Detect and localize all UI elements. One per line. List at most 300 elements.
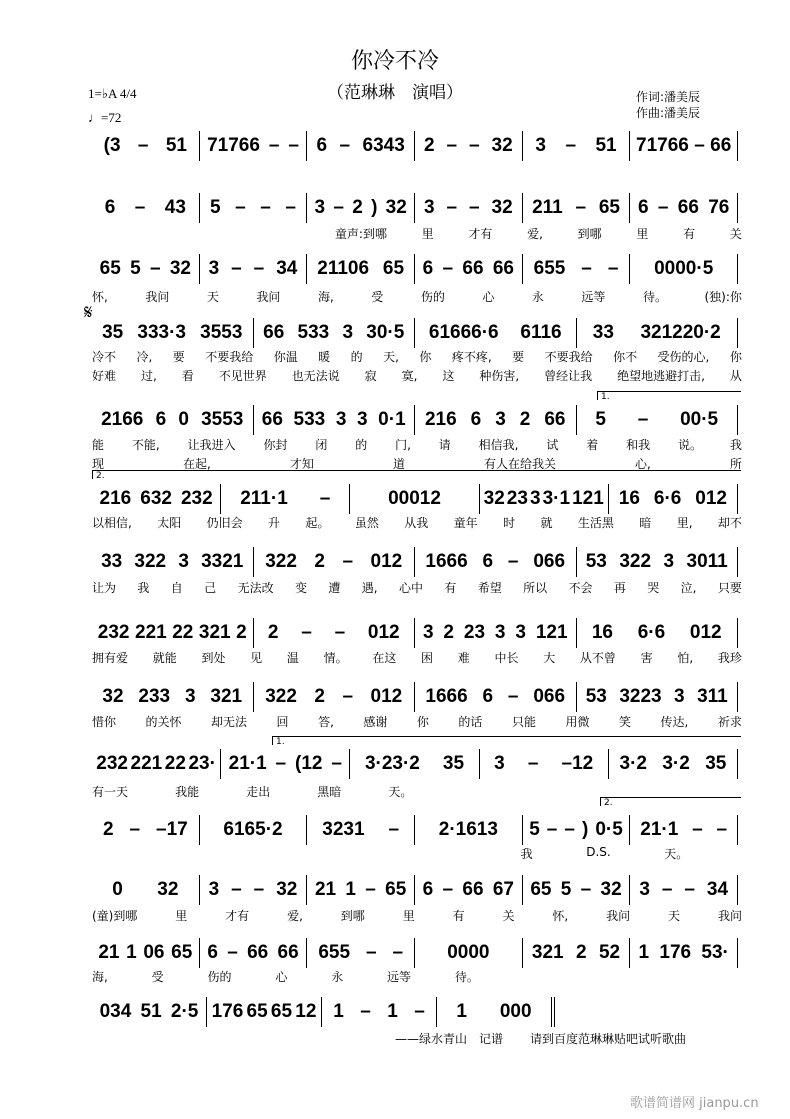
note-group: 0·5 [595,819,623,840]
note-group: 6 [638,197,649,218]
note-group: – [564,819,575,840]
lyric-word: 在这 [372,651,397,665]
note-group: 32 [385,197,407,218]
lyric-word: 受 [151,970,164,984]
note-group: 16 [591,622,613,643]
note-group: 21 [314,879,337,900]
note-group: – [334,622,346,643]
note-group: (12 [295,753,323,774]
lyric-word: 能 [92,438,105,452]
lyric-word: 有 [683,227,696,241]
lyric-word: 和我 [626,438,651,452]
note-group: 66 [462,258,484,279]
note-group: 3 [342,322,354,343]
measure [220,749,349,779]
lyric-line [92,367,742,384]
lyric-word: 要 [172,350,185,364]
measure [414,682,576,712]
lyric-word: 升 [268,516,281,530]
note-group: – [469,135,480,156]
lyric-word: 暗 [639,516,652,530]
measure [629,938,738,968]
note-group: – [137,135,149,156]
note-group: 211 [532,197,563,218]
note-group: – [507,551,519,572]
note-group: 3 [663,551,675,572]
note-group: 333·3 [137,322,186,343]
note-group: 32 [157,879,179,900]
lyric-word: 永 [531,290,544,304]
note-group: 6·6 [637,622,666,643]
lyric-line [92,649,742,666]
note-group: 3553 [200,322,243,343]
note-group: 6·6 [653,488,682,509]
lyric-word: 的话 [458,715,483,729]
lyric-word: 冷, [136,350,153,364]
note-group: 23 [463,622,486,643]
lyric-line [92,436,742,453]
note-group: 16 [618,488,640,509]
note-group: 3 [674,686,685,707]
note-group: 61666·6 [428,322,499,343]
note-group: 5 [560,879,572,900]
note-group: – [388,819,400,840]
measure [629,875,738,905]
measure [436,997,555,1027]
lyric-word: 就 [540,516,553,530]
composer: 作曲:潘美辰 [636,106,701,120]
measure [414,131,522,161]
performer: （范琳琳 演唱） [327,83,463,103]
lyric-word: 困 [421,651,434,665]
note-group: ) [581,819,589,840]
note-group: – [581,258,592,279]
note-group: 22 [172,622,194,643]
note-group: 6116 [520,322,562,343]
note-group: 012 [689,622,722,643]
lyric-word: 你温 [273,350,298,364]
transcriber-credit: ——绿水青山 记谱 [395,1032,504,1046]
note-group: 2 [314,686,325,707]
lyric-word: 无法改 [237,581,274,595]
note-group: 66 [710,135,732,156]
lyric-word: 待。 [454,970,479,984]
note-group: 3·2 [662,753,690,774]
note-group: 0 [178,409,189,430]
note-group: 5 [529,819,540,840]
note-group: 1666 [425,551,468,572]
lyric-word: 变 [294,581,307,595]
note-group: 012 [367,622,400,643]
note-group: 000 [499,1001,532,1022]
note-group: 2·5 [170,1001,199,1022]
note-group: – [392,942,404,963]
measure [522,254,630,284]
lyric-word: 不要我给 [205,350,254,364]
measure [253,405,415,435]
staff-system [92,815,738,845]
lyric-word: 海, [92,970,108,984]
note-group: – [331,753,342,774]
note-group: 00·5 [680,409,719,430]
lyric-word: 童声:到哪 [334,227,387,241]
measure [92,193,199,223]
note-group: 5 [209,197,221,218]
note-group: 65 [99,258,121,279]
measure [349,484,478,514]
measure [306,815,414,845]
volta-second-2: 2. [600,797,741,806]
lyric-word: 有人在给我关 [484,457,557,471]
note-group: 233 [138,686,171,707]
lyric-word: 疼不疼, [451,350,492,364]
lyric-word: 感谢 [363,715,388,729]
lyric-word: 仍旧会 [206,516,243,530]
note-group: 3·1 [542,488,571,509]
lyric-word: 却不 [717,516,742,530]
note-group: – [580,879,592,900]
staff-system [92,131,738,161]
lyric-word: 所 [729,457,742,471]
note-group: 321 [210,686,243,707]
note-group: 034 [99,1001,132,1022]
note-group: 121 [535,622,568,643]
lyric-word: 的 [350,350,363,364]
lyric-word: 遇, [361,581,378,595]
note-group: 32 [600,879,622,900]
lyric-word: 里 [636,227,649,241]
lyric-line [92,968,742,985]
lyric-word: 遭 [328,581,341,595]
note-group: – [319,488,331,509]
lyric-word: 寂 [364,369,377,383]
note-group: 32 [491,197,513,218]
note-group: – [507,686,519,707]
note-group: 5 [130,258,141,279]
staff-system [92,193,738,223]
measure [199,254,307,284]
note-group: 22 [164,753,186,774]
lyric-word: 不要我给 [544,350,593,364]
lyric-word: 泣, [680,581,697,595]
note-group: 3553 [201,409,244,430]
lyric-word: 心, [635,457,651,471]
lyric-word: 中长 [494,651,519,665]
segno-icon: 𝄋 [84,300,93,324]
measure [206,997,321,1027]
lyric-word: 爱, [287,909,303,923]
lyric-line [92,713,742,730]
lyric-word: 种伤害, [479,369,520,383]
note-group: 32 [102,686,124,707]
note-group: 2 [236,622,247,643]
note-group: 322 [134,551,167,572]
measure [199,875,307,905]
lyric-word: 生活黑 [577,516,614,530]
lyric-word: 让我进入 [187,438,236,452]
note-group: – [134,197,146,218]
note-group: 3 [178,551,189,572]
note-group: 655 [318,942,351,963]
lyric-word: 才知 [289,457,314,471]
note-group: 06 [143,942,165,963]
staff-system [92,682,738,712]
note-group: 176 [211,1001,244,1022]
note-group: 21·1 [228,753,267,774]
lyric-word: 说。 [677,438,702,452]
note-group: 1 [333,1001,344,1022]
note-group: – [575,197,587,218]
lyric-word: 从 [729,369,742,383]
note-group: 221 [135,622,167,643]
measure [414,618,576,648]
note-group: 6 [104,197,116,218]
note-group: 71766 [636,135,689,156]
lyric-word: 你 [729,350,742,364]
lyric-line [92,288,742,305]
lyricist: 作词:潘美辰 [636,90,701,104]
note-group: 32 [491,135,513,156]
measure [479,484,608,514]
song-title: 你冷不冷 [350,49,439,74]
lyric-line [92,907,742,924]
note-group: 53 [585,686,607,707]
note-group: 3 [184,686,196,707]
note-group: – [546,819,558,840]
note-group: 21 [98,942,120,963]
lyric-word: 用微 [565,715,590,729]
note-group: 32 [169,258,191,279]
note-group: – [333,197,344,218]
note-group: – [661,879,673,900]
note-group: 533 [293,409,326,430]
note-group: 43 [164,197,186,218]
note-group: 33 [101,551,123,572]
measure [522,131,630,161]
note-group: – [288,135,299,156]
note-group: 65 [270,1001,293,1022]
note-group: 0·1 [378,409,406,430]
note-group: 5 [595,409,606,430]
measure [253,547,415,577]
lyric-word: 里, [676,516,693,530]
lyric-word: 我问 [145,290,170,304]
note-group: 533 [297,322,330,343]
note-group: 322 [265,686,297,707]
note-group: 2 [519,409,531,430]
measure [576,682,739,712]
note-group: 1 [387,1001,398,1022]
note-group: 65 [385,879,407,900]
note-group: 2 [352,197,363,218]
note-group: 52 [598,942,621,963]
staff-system [92,618,738,648]
lyric-word: 我问 [717,909,742,923]
note-group: – [442,879,454,900]
measure [199,131,307,161]
measure [414,547,576,577]
note-group: 21·1 [640,819,679,840]
measure [629,254,738,284]
note-group: 35 [442,753,465,774]
lyric-word: 不能, [131,438,160,452]
note-group: 65 [246,1001,268,1022]
note-group: 6 [482,686,494,707]
note-group: – [446,197,458,218]
measure [608,749,738,779]
note-group: 3011 [686,551,728,572]
lyric-word: 怀, [552,909,569,923]
note-group: 66 [462,879,484,900]
lyric-line [92,579,742,596]
note-group: 30·5 [366,322,405,343]
note-group: – [285,197,296,218]
measure [253,618,415,648]
lyric-word: 远等 [581,290,606,304]
note-group: 0000·5 [654,258,714,279]
note-group: 121 [572,488,604,509]
staff-system [92,484,738,514]
note-group: 6 [207,942,218,963]
note-group: –17 [156,819,188,840]
tempo-marking: ♩=72 [88,110,122,125]
measure [253,682,415,712]
note-group: 3223 [619,686,662,707]
lyric-word: 天。 [664,847,689,861]
note-group: 6 [316,135,328,156]
measure [92,875,199,905]
lyric-word: 心 [275,970,288,984]
lyric-word: 却无法 [211,715,248,729]
measure [92,997,206,1027]
note-group: – [637,409,649,430]
note-group: – [694,135,705,156]
lyric-word: 我 [520,847,533,861]
lyric-line [92,514,742,531]
lyric-word: 自 [170,581,183,595]
note-group: – [442,258,454,279]
lyric-word: 绝望地逃避打击, [617,369,705,383]
note-group: 34 [706,879,729,900]
measure [92,618,253,648]
lyric-word: 门, [395,438,411,452]
lyric-word: (独):你 [704,290,742,304]
note-group: 23· [188,753,216,774]
note-group: – [227,942,238,963]
note-group: 2 [314,551,325,572]
lyric-word: 你 [416,715,429,729]
measure [92,405,253,435]
lyric-word: 见 [250,651,263,665]
note-group: 3 [515,622,526,643]
note-group: – [716,819,728,840]
note-group: 33 [592,322,614,343]
note-group: 3231 [322,819,365,840]
note-group: 12 [295,1001,317,1022]
staff-system [92,318,738,348]
note-group: 3 [208,258,220,279]
measure [414,193,522,223]
lyric-word: 我问 [606,909,631,923]
measure [414,815,522,845]
measure [522,815,630,845]
volta-first: 1. [597,391,741,400]
note-group: 232 [96,753,128,774]
note-group: 32 [276,879,298,900]
staff-system [92,254,738,284]
lyric-word: 温 [286,651,299,665]
staff-system [92,547,738,577]
note-group: 51 [165,135,187,156]
note-group: – [231,258,242,279]
lyric-word: 你封 [263,438,288,452]
lyric-word: 闭 [315,438,328,452]
note-group: 012 [370,551,403,572]
note-group: – [365,942,377,963]
lyric-word: 我问 [256,290,281,304]
note-group: 53 [585,551,607,572]
note-group: 221 [130,753,163,774]
lyric-word: 从我 [404,516,429,530]
lyric-word: 起。 [305,516,330,530]
lyric-word: 再 [613,581,626,595]
measure [199,938,307,968]
note-group: 655 [533,258,566,279]
note-group: 66 [263,322,285,343]
lyric-word: 关 [502,909,515,923]
note-group: 0000 [447,942,490,963]
lyric-word: 好难 [92,369,117,383]
measure [522,193,630,223]
lyric-word: 只能 [511,715,536,729]
note-group: 32 [483,488,505,509]
note-group: – [339,135,351,156]
lyric-word: 走出 [246,785,271,799]
lyric-word: 爱, [527,227,543,241]
lyric-line [92,455,742,472]
note-group: – [360,1001,371,1022]
note-group: 1 [345,879,356,900]
measure [576,318,739,348]
note-group: 322 [619,551,652,572]
note-group: 65 [382,258,405,279]
measure [522,938,630,968]
note-group: 012 [370,686,403,707]
note-group: – [231,879,242,900]
note-group: 65 [598,197,620,218]
note-group: 34 [276,258,298,279]
note-group: – [342,686,354,707]
note-group: 76 [708,197,730,218]
note-group: 3 [422,622,434,643]
measure [92,682,253,712]
lyric-word: 待。 [642,290,667,304]
lyric-word: 到哪 [577,227,602,241]
note-group: 066 [533,551,566,572]
lyric-word: 道 [392,457,405,471]
lyric-word: 让为 [92,581,117,595]
lyric-word: 天 [668,909,681,923]
note-group: 00012 [388,488,441,509]
note-group: 2·1613 [438,819,498,840]
note-group: – [129,819,141,840]
lyric-word: 所以 [523,581,548,595]
note-group: 1 [638,942,650,963]
measure [92,131,199,161]
lyric-word: 己 [204,581,217,595]
lyric-word: 到处 [201,651,226,665]
note-group: 53· [701,942,729,963]
